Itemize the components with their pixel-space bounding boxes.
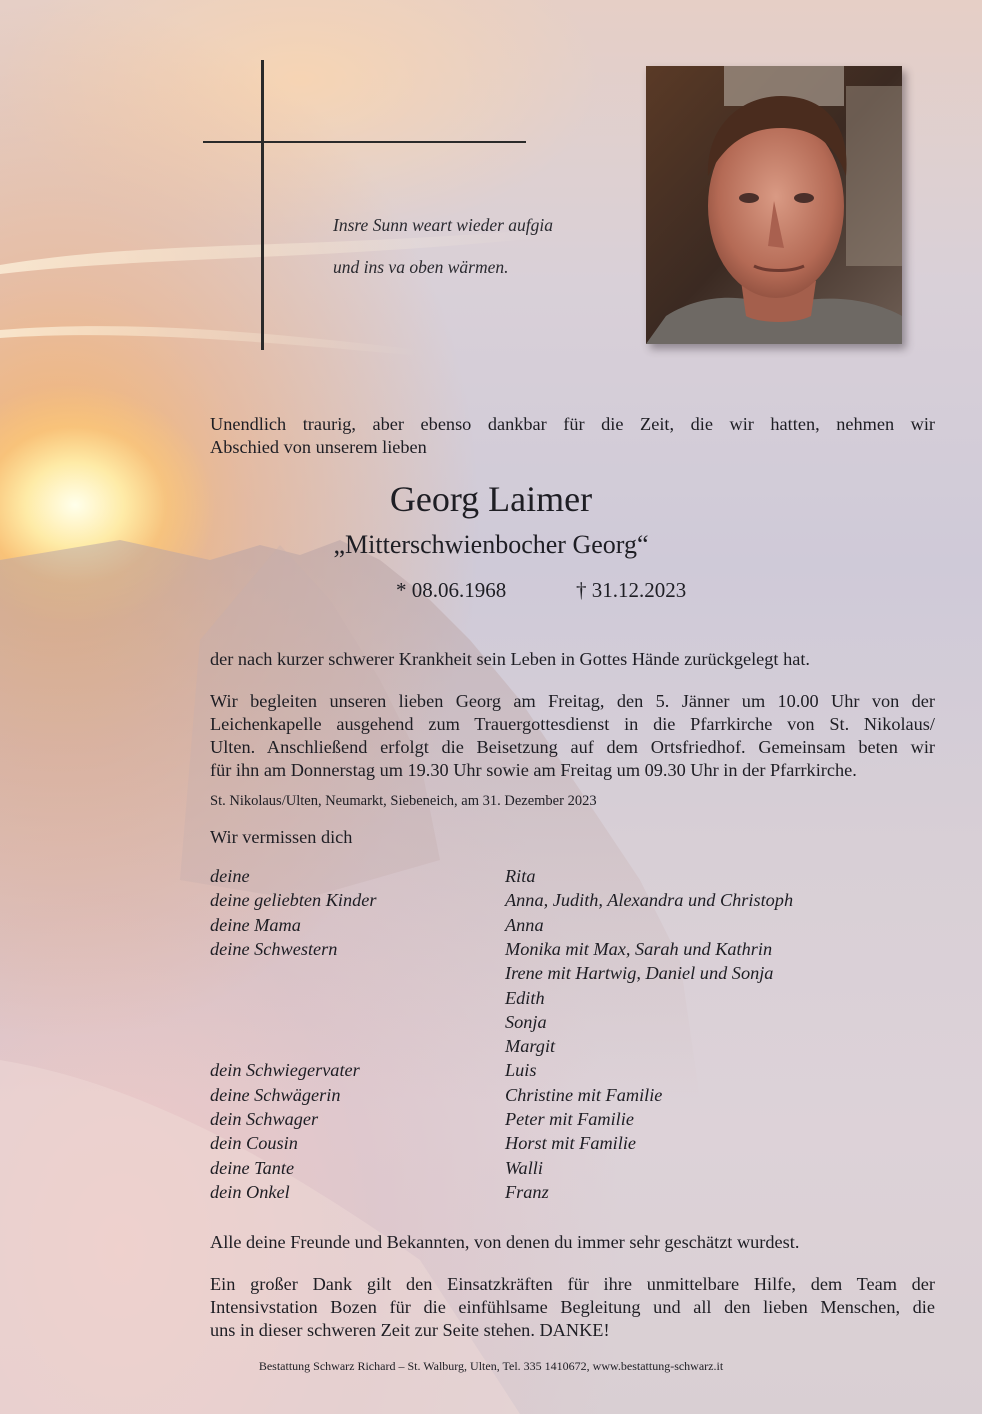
mourner-names: Anna bbox=[505, 914, 544, 935]
miss-you-heading: Wir vermissen dich bbox=[210, 827, 353, 847]
mourner-relation: dein Schwager bbox=[210, 1109, 319, 1129]
passage-text: der nach kurzer schwerer Krankheit sein Leben in Gottes Hände zurückgelegt hat. bbox=[210, 649, 810, 669]
mourner-relation: dein Cousin bbox=[210, 1133, 298, 1154]
mourner-names: Irene mit Hartwig, Daniel und Sonja bbox=[505, 963, 774, 984]
deceased-nickname: „Mitterschwienbocher Georg“ bbox=[333, 530, 649, 559]
mourner-names: Monika mit Max, Sarah und Kathrin bbox=[505, 938, 773, 959]
funeral-line-4: für ihn am Donnerstag um 19.30 Uhr sowie am Freitag um 09.30 Uhr in der Pfarrkirche. bbox=[210, 760, 857, 780]
thanks-line-3: uns in dieser schweren Zeit zur Seite stehen. DANKE! bbox=[210, 1320, 610, 1340]
intro-line-2: Abschied von unserem lieben bbox=[210, 437, 427, 457]
intro-line: Unendlich traurig, aber ebenso dankbar für die Zeit, die wir hatten, nehmen wir bbox=[210, 414, 935, 434]
verse-line-1: Insre Sunn weart wieder aufgia bbox=[333, 215, 554, 235]
place-date: St. Nikolaus/Ulten, Neumarkt, Siebeneich, am 31. Dezember 2023 bbox=[210, 793, 597, 809]
mourner-relation: deine bbox=[210, 866, 250, 886]
mourner-relation: deine Mama bbox=[210, 914, 301, 935]
funeral-line-3: Ulten. Anschließend erfolgt die Beisetzung auf dem Ortsfriedhof. Gemeinsam beten wir bbox=[210, 737, 935, 757]
portrait-photo bbox=[646, 66, 902, 344]
mourner-relation: deine Tante bbox=[210, 1157, 295, 1178]
mourner-names: Peter mit Familie bbox=[505, 1109, 634, 1129]
mourner-names: Franz bbox=[505, 1181, 549, 1202]
mourner-names: Anna, Judith, Alexandra und Christoph bbox=[505, 890, 794, 911]
footer-imprint: Bestattung Schwarz Richard – St. Walburg, Ulten, Tel. 335 1410672, www.bestattung-schwarz.it bbox=[258, 1359, 724, 1373]
mourner-names: Rita bbox=[505, 866, 536, 886]
thanks-line-1: Ein großer Dank gilt den Einsatzkräften für ihre unmittelbare Hilfe, dem Team der bbox=[210, 1274, 935, 1294]
birth-date: * 08.06.1968 bbox=[396, 578, 507, 602]
cross-icon-bar bbox=[203, 141, 526, 143]
mourner-names: Walli bbox=[505, 1157, 543, 1178]
mourner-names: Margit bbox=[505, 1036, 556, 1057]
mourner-names: Sonja bbox=[505, 1011, 547, 1032]
friends-text: Alle deine Freunde und Bekannten, von denen du immer sehr geschätzt wurdest. bbox=[210, 1232, 800, 1252]
death-date: † 31.12.2023 bbox=[576, 578, 687, 602]
deceased-name: Georg Laimer bbox=[389, 479, 593, 519]
mourner-relation: deine geliebten Kinder bbox=[210, 890, 377, 911]
verse-line-2: und ins va oben wärmen. bbox=[333, 257, 509, 277]
funeral-line-1: Wir begleiten unseren lieben Georg am Freitag, den 5. Jänner um 10.00 Uhr von der bbox=[210, 691, 935, 711]
cross-icon bbox=[261, 60, 264, 350]
mourner-names: Christine mit Familie bbox=[505, 1084, 663, 1105]
mourner-names: Luis bbox=[505, 1060, 537, 1081]
mourner-names: Edith bbox=[505, 987, 545, 1008]
mourner-relation: deine Schwägerin bbox=[210, 1084, 341, 1105]
mourner-relation: dein Schwiegervater bbox=[210, 1060, 360, 1081]
mourner-relation: deine Schwestern bbox=[210, 938, 338, 959]
funeral-line-2: Leichenkapelle ausgehend zum Trauergottesdienst in die Pfarrkirche von St. Nikolaus/ bbox=[210, 714, 935, 734]
mourner-relation: dein Onkel bbox=[210, 1181, 290, 1202]
thanks-line-2: Intensivstation Bozen für die einfühlsame Begleitung und all den lieben Menschen, die bbox=[210, 1297, 935, 1317]
mourner-names: Horst mit Familie bbox=[505, 1133, 637, 1154]
